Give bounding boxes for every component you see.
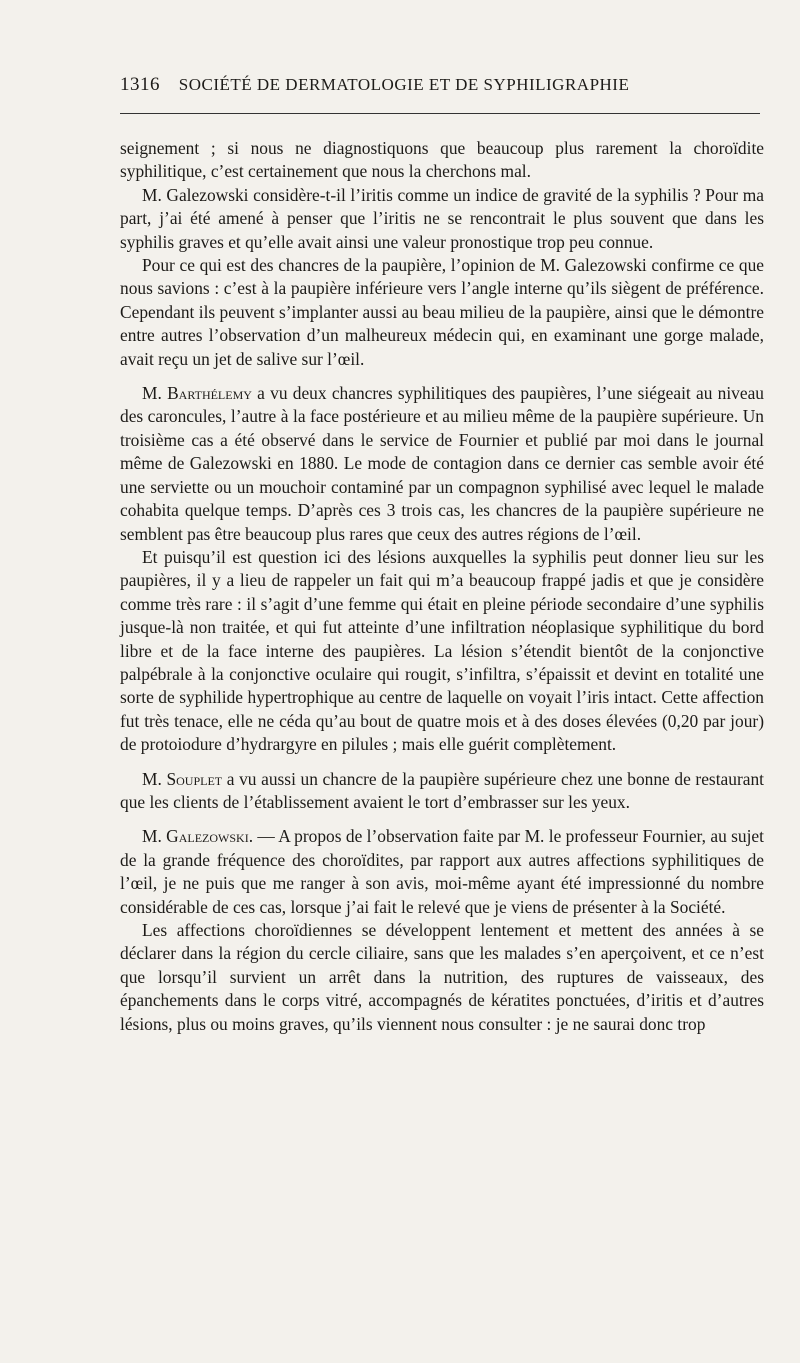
paragraph: M. Galezowski considère-t-il l’iritis comme un indice de gravité de la syphilis ? Pour ma part, j’ai été amené à penser que l’iritis ne se rencontrait le plus souvent que dans les syphilis graves et qu’elle avait ainsi une valeur pronostique trop peu connue. bbox=[120, 184, 764, 252]
body-text bbox=[120, 137, 764, 1036]
header-rule bbox=[120, 113, 760, 114]
page-number: 1316 bbox=[120, 74, 160, 95]
running-header bbox=[120, 74, 760, 96]
paragraph bbox=[120, 768, 764, 815]
paragraph: seignement ; si nous ne diagnostiquons que beaucoup plus rarement la choroïdite syphilitique, c’est certainement que nous la cherchons mal. bbox=[120, 138, 764, 182]
speaker-name: Souplet bbox=[166, 768, 223, 789]
paragraph: Et puisqu’il est question ici des lésions auxquelles la syphilis peut donner lieu sur les paupières, il y a lieu de rappeler un fait qui m’a beaucoup frappé jadis et que je considère comme très rare : il s’agit d’une femme qui était en pleine période secondaire d’une syphilis jusque-là non traitée, et qui fut atteinte d’une infiltration néoplasique syphilitique du bord libre et de la face interne des paupières. La lésion s’étendit bientôt de la conjonctive palpébrale à la conjonctive oculaire qui rougit, s’infiltra, s’épaissit et devint en totalité une sorte de syphilide hypertrophique au centre de laquelle on voyait l’iris intact. Cette affection fut très tenace, elle ne céda qu’au bout de quatre mois et à des doses élevées (0,20 par jour) de protoiodure d’hydrargyre en pilules ; mais elle guérit complètement. bbox=[120, 546, 764, 755]
speaker-prefix: M. bbox=[142, 768, 167, 789]
speaker-name: Barthélemy bbox=[167, 383, 252, 404]
paragraph bbox=[120, 382, 764, 546]
paragraph: Pour ce qui est des chancres de la paupière, l’opinion de M. Galezowski confirme ce que nous savions : c’est à la paupière inférieure vers l’angle interne qu’ils siègent de préférence. Cependant ils peuvent s’implanter aussi au beau milieu de la paupière, ainsi que le démontre entre autres l’observation d’un malheureux médecin qui, en examinant une gorge malade, avait reçu un jet de salive sur l’œil. bbox=[120, 255, 764, 369]
paragraph-text: a vu aussi un chancre de la paupière supérieure chez une bonne de restaurant que les clients de l’établissement avaient le tort d’embrasser sur les yeux. bbox=[120, 768, 764, 812]
paragraph-text: a vu deux chancres syphilitiques des paupières, l’une siégeait au niveau des caroncules, l’autre à la face postérieure et au milieu même de la paupière supérieure. Un troisième cas a été observé dans le service de Fournier et publié par moi dans le journal même de Galezowski en 1880. Le mode de contagion dans ce dernier cas semble avoir été une serviette ou un mouchoir contaminé par un compagnon syphilisé avec lequel le malade cohabita quelque temps. D’après ces 3 trois cas, les chancres de la paupière supérieure ne semblent pas être beaucoup plus rares que ceux des autres régions de l’œil. bbox=[120, 383, 764, 544]
paragraph bbox=[120, 825, 764, 919]
speaker-prefix: M. bbox=[142, 826, 167, 847]
paragraph-text: . — A propos de l’observation faite par M. le professeur Fournier, au sujet de la grande fréquence des choroïdites, par rapport aux autres affections syphilitiques de l’œil, je ne puis que me ranger à son avis, moi-même ayant été impressionné du nombre considérable de ces cas, lorsque j’ai fait le relevé que je viens de présenter à la Société. bbox=[120, 826, 764, 917]
paragraph: Les affections choroïdiennes se développent lentement et mettent des années à se déclarer dans la région du cercle ciliaire, sans que les malades s’en aperçoivent, et ce n’est que lorsqu’il survient un arrêt dans la nutrition, des ruptures de vaisseaux, des épanchements dans le corps vitré, accompagnés de kératites ponctuées, d’iritis et d’autres lésions, plus ou moins graves, qu’ils viennent nous consulter : je ne saurai donc trop bbox=[120, 920, 764, 1034]
speaker-name: Galezowski bbox=[166, 826, 249, 847]
speaker-prefix: M. bbox=[142, 383, 168, 404]
running-title: SOCIÉTÉ DE DERMATOLOGIE ET DE SYPHILIGRAPHIE bbox=[178, 75, 630, 94]
